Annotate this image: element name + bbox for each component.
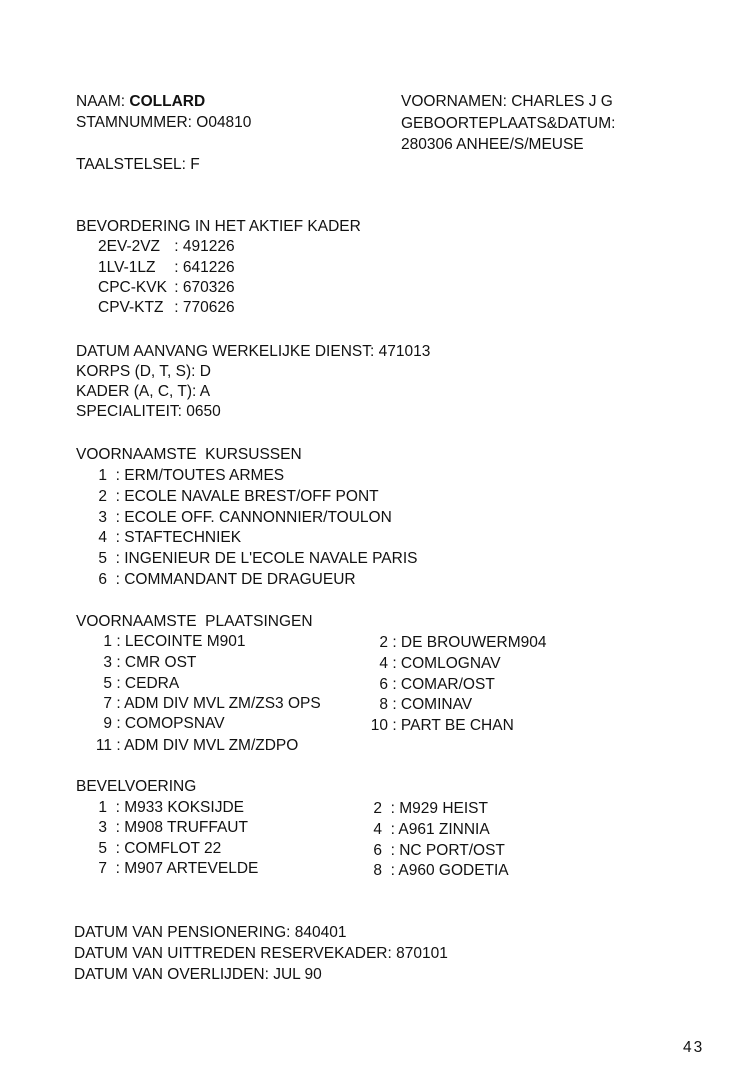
plaatsing-item: 9 : COMOPSNAV bbox=[103, 715, 225, 732]
footer-line: DATUM VAN UITTREDEN RESERVEKADER: 870101 bbox=[74, 945, 448, 962]
plaatsing-item: 5 : CEDRA bbox=[103, 675, 180, 692]
bevel-item: 4 : A961 ZINNIA bbox=[373, 821, 490, 838]
plaatsing-item: 6 : COMAR/OST bbox=[379, 676, 495, 693]
kursussen-title: VOORNAAMSTE KURSUSSEN bbox=[76, 446, 302, 463]
page-number: 43 bbox=[683, 1039, 705, 1056]
bevelvoering-title: BEVELVOERING bbox=[76, 778, 197, 795]
bevordering-title: BEVORDERING IN HET AKTIEF KADER bbox=[76, 218, 361, 235]
dienst-line: KORPS (D, T, S): D bbox=[76, 363, 211, 380]
dienst-line: KADER (A, C, T): A bbox=[76, 383, 211, 400]
footer-line: DATUM VAN PENSIONERING: 840401 bbox=[74, 924, 347, 941]
plaatsing-item: 2 : DE BROUWERM904 bbox=[379, 634, 547, 651]
bevordering-row: 1LV-1LZ : 641226 bbox=[98, 259, 235, 276]
plaatsing-item: 11 : ADM DIV MVL ZM/ZDPO bbox=[95, 737, 299, 754]
plaatsing-item: 7 : ADM DIV MVL ZM/ZS3 OPS bbox=[103, 695, 321, 712]
bevordering-row: CPV-KTZ : 770626 bbox=[98, 299, 235, 316]
stamnummer: STAMNUMMER: O04810 bbox=[76, 114, 252, 131]
bevel-item: 2 : M929 HEIST bbox=[373, 800, 488, 817]
kursus-item: 5 : INGENIEUR DE L'ECOLE NAVALE PARIS bbox=[98, 550, 418, 567]
bevel-item: 8 : A960 GODETIA bbox=[373, 862, 509, 879]
kursus-item: 6 : COMMANDANT DE DRAGUEUR bbox=[98, 571, 356, 588]
dienst-line: DATUM AANVANG WERKELIJKE DIENST: 471013 bbox=[76, 343, 431, 360]
dienst-line: SPECIALITEIT: 0650 bbox=[76, 403, 221, 420]
bevel-item: 3 : M908 TRUFFAUT bbox=[98, 819, 248, 836]
taalstelsel: TAALSTELSEL: F bbox=[76, 156, 200, 173]
bevordering-row: 2EV-2VZ : 491226 bbox=[98, 238, 235, 255]
naam-value: COLLARD bbox=[129, 93, 206, 110]
geboorte-label: GEBOORTEPLAATS&DATUM: bbox=[401, 115, 616, 132]
plaatsing-item: 8 : COMINAV bbox=[379, 696, 473, 713]
bevordering-row: CPC-KVK : 670326 bbox=[98, 279, 235, 296]
naam-label: NAAM: bbox=[76, 93, 126, 110]
kursus-item: 2 : ECOLE NAVALE BREST/OFF PONT bbox=[98, 488, 379, 505]
bevel-item: 1 : M933 KOKSIJDE bbox=[98, 799, 244, 816]
plaatsing-item: 3 : CMR OST bbox=[103, 654, 197, 671]
kursus-item: 4 : STAFTECHNIEK bbox=[98, 529, 242, 546]
kursus-item: 1 : ERM/TOUTES ARMES bbox=[98, 467, 285, 484]
geboorte-value: 280306 ANHEE/S/MEUSE bbox=[401, 136, 584, 153]
plaatsing-item: 10 : PART BE CHAN bbox=[370, 717, 514, 734]
plaatsingen-title: VOORNAAMSTE PLAATSINGEN bbox=[76, 613, 313, 630]
plaatsing-item: 4 : COMLOGNAV bbox=[379, 655, 501, 672]
plaatsing-item: 1 : LECOINTE M901 bbox=[103, 633, 246, 650]
footer-line: DATUM VAN OVERLIJDEN: JUL 90 bbox=[74, 966, 322, 983]
naam-line bbox=[76, 92, 205, 112]
voornamen: VOORNAMEN: CHARLES J G bbox=[401, 93, 613, 110]
bevel-item: 5 : COMFLOT 22 bbox=[98, 840, 222, 857]
bevel-item: 6 : NC PORT/OST bbox=[373, 842, 505, 859]
kursus-item: 3 : ECOLE OFF. CANNONNIER/TOULON bbox=[98, 509, 392, 526]
bevel-item: 7 : M907 ARTEVELDE bbox=[98, 860, 259, 877]
